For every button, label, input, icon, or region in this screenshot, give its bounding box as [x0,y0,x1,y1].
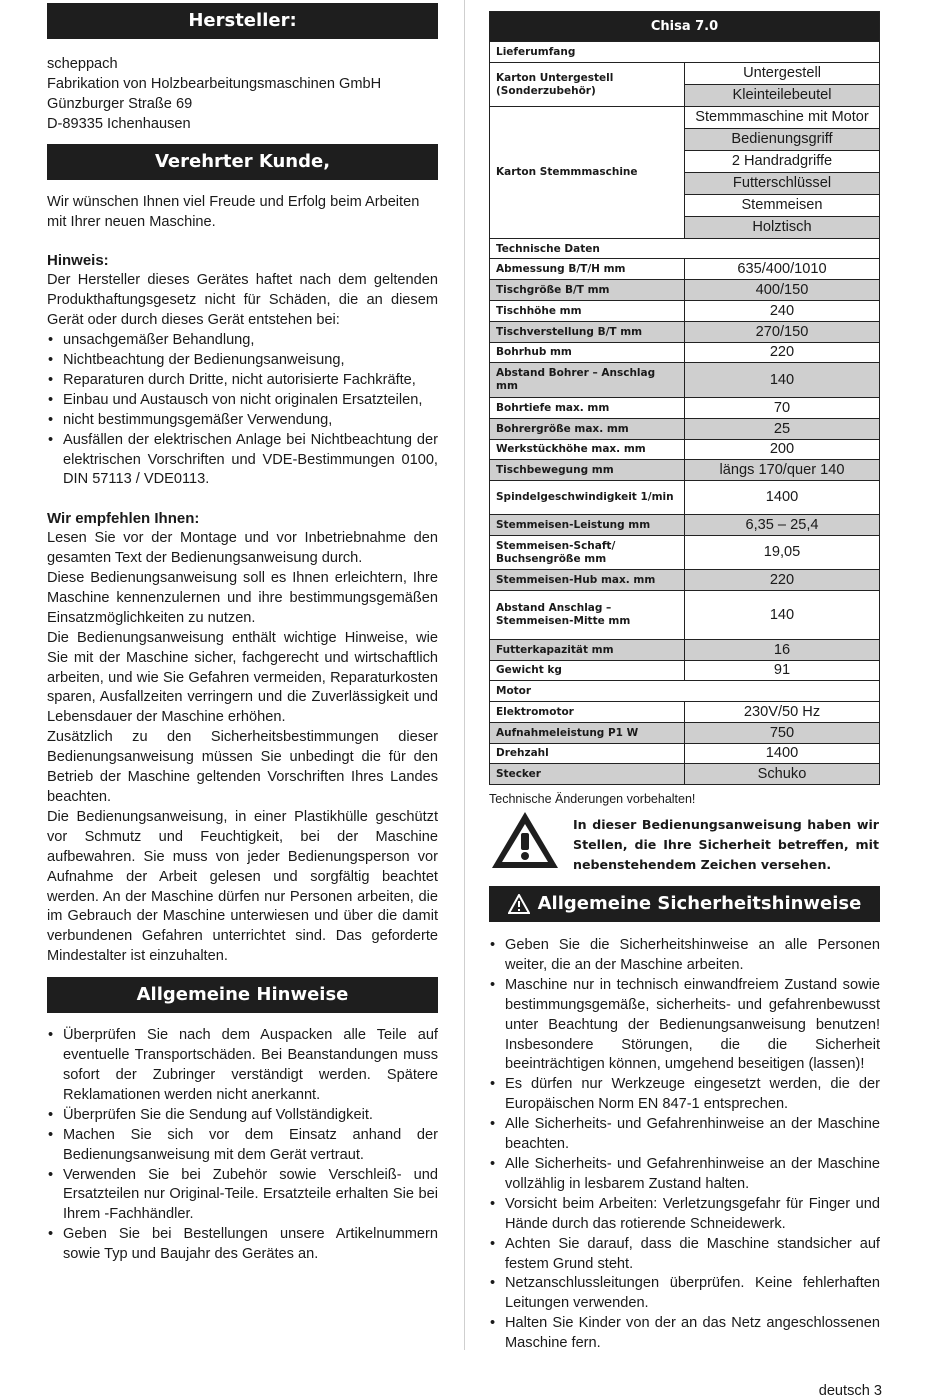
sicherheit-heading-text: Allgemeine Sicherheitshinweise [537,893,862,914]
table-row [490,661,880,681]
right-column [489,0,880,1354]
kunde-text: Wir wünschen Ihnen viel Freude und Erfolg beim Arbeiten mit Ihrer neuen Maschine. [47,193,420,230]
row-value: Schuko [685,764,880,785]
row-label: Elektromotor [490,702,685,723]
manufacturer-address [47,55,438,135]
row-value: Stemmmaschine mit Motor [685,107,880,129]
row-value: 230V/50 Hz [685,702,880,723]
table-row [490,107,880,129]
left-column [47,0,438,1265]
row-value: Futterschlüssel [685,173,880,195]
list-item: • Maschine nur in technisch einwandfreiem Zustand sowie bestimmungsgemäße, sicherheits- und gefahrenbewusst unter Beachtung der Bedienungsanweisung benutzen! Insbesondere Störungen, die die Sicherheit beeinträchtigen können, umgehend beseitigen (lassen)! [489,976,880,1076]
table-row [490,343,880,363]
hinweis-title: Hinweis: [47,252,109,270]
empfehlen-paragraph: Diese Bedienungsanweisung soll es Ihnen erleichtern, Ihre Maschine kennenzulernen und ihre bestimmungsgemäßen Einsatzmöglichkeiten zu nutzen. [47,570,438,626]
table-row [490,723,880,744]
table-row [490,322,880,343]
row-label: Stemmeisen-Hub max. mm [490,570,685,591]
list-item: • Ausfällen der elektrischen Anlage bei Nichtbeachtung der elektrischen Vorschriften und VDE-Bestimmungen 0100, DIN 57113 / VDE0113. [47,431,438,491]
row-label: Tischbewegung mm [490,460,685,481]
table-row [490,259,880,280]
row-label: Stemmeisen-Leistung mm [490,515,685,536]
table-row [490,702,880,723]
table-row [490,481,880,515]
row-value: 635/400/1010 [685,259,880,280]
list-item: • Machen Sie sich vor dem Einsatz anhand der Bedienungsanweisung mit dem Gerät vertraut. [47,1126,438,1166]
row-label: Stemmeisen-Schaft/ Buchsengröße mm [490,536,685,570]
row-label: Werkstückhöhe max. mm [490,440,685,460]
warning-icon [508,894,530,914]
row-value: 220 [685,343,880,363]
list-item: • Halten Sie Kinder von der an das Netz angeschlossenen Maschine fern. [489,1314,880,1354]
warning-notice [489,809,880,875]
row-label: Abmessung B/T/H mm [490,259,685,280]
row-label: Karton Untergestell (Sonderzubehör) [490,63,685,107]
section-label: Motor [490,681,880,702]
row-value: 1400 [685,744,880,764]
row-label: Tischverstellung B/T mm [490,322,685,343]
row-value: 91 [685,661,880,681]
row-label: Tischgröße B/T mm [490,280,685,301]
empfehlen-paragraph: Die Bedienungsanweisung, in einer Plastikhülle geschützt vor Schmutz und Feuchtigkeit, bei der Maschine aufbewahren. Sie muss von jeder Bedienungsperson vor Aufnahme der Arbeit gelesen und sorgfältig beachtet werden. An der Maschine dürfen nur Personen arbeiten, die im Gebrauch der Maschine unterwiesen und über die damit verbundenen Gefahren unterrichtet sind. Das geforderte Mindestalter ist einzuhalten. [47,808,438,965]
row-label: Abstand Bohrer – Anschlag mm [490,363,685,398]
row-value: 70 [685,398,880,419]
table-row [490,744,880,764]
table-row [490,515,880,536]
row-value: Stemmeisen [685,195,880,217]
table-title: Chisa 7.0 [490,12,880,42]
table-row [490,440,880,460]
table-row [490,239,880,259]
hinweis-list [47,331,438,490]
row-value: 750 [685,723,880,744]
column-divider [464,0,465,1350]
row-value: 25 [685,419,880,440]
row-label: Bohrergröße max. mm [490,419,685,440]
warning-triangle-icon [489,809,561,871]
table-row [490,419,880,440]
row-value: 6,35 – 25,4 [685,515,880,536]
sicherheit-heading [489,886,880,922]
page-footer: deutsch 3 [818,1383,882,1399]
section-label: Technische Daten [490,239,880,259]
spec-table [489,11,880,785]
row-value: 140 [685,591,880,640]
row-value: 16 [685,640,880,661]
tech-note: Technische Änderungen vorbehalten! [489,792,696,806]
row-value: 2 Handradgriffe [685,151,880,173]
list-item: • Vorsicht beim Arbeiten: Verletzungsgefahr für Finger und Hände durch das rotierende Schneidewerk. [489,1195,880,1235]
list-item: • Geben Sie bei Bestellungen unsere Artikelnummern sowie Typ und Baujahr des Gerätes an. [47,1225,438,1265]
table-row [490,640,880,661]
kunde-heading: Verehrter Kunde, [47,144,438,180]
row-value: 19,05 [685,536,880,570]
row-value: 240 [685,301,880,322]
row-value: 200 [685,440,880,460]
row-value: 270/150 [685,322,880,343]
row-label: Tischhöhe mm [490,301,685,322]
sicherheit-list [489,936,880,1354]
list-item: • Überprüfen Sie nach dem Auspacken alle Teile auf eventuelle Transportschäden. Bei Beanstandungen muss sofort der Zubringer verständigt werden. Spätere Reklamationen werden nicht anerkannt. [47,1026,438,1106]
list-item: • Nichtbeachtung der Bedienungsanweisung, [47,351,438,371]
list-item: • Einbau und Austausch von nicht originalen Ersatzteilen, [47,391,438,411]
table-title-row [490,12,880,42]
row-label: Futterkapazität mm [490,640,685,661]
table-row [490,681,880,702]
row-value: Kleinteilebeutel [685,85,880,107]
table-row [490,570,880,591]
allgemeine-hinweise-list [47,1026,438,1265]
table-row [490,42,880,63]
address-line: scheppach [47,56,118,72]
table-row [490,363,880,398]
list-item: • nicht bestimmungsgemäßer Verwendung, [47,411,438,431]
empfehlen-paragraph: Lesen Sie vor der Montage und vor Inbetriebnahme den gesamten Text der Bedienungsanweisung durch. [47,530,438,567]
warning-text: In dieser Bedienungsanweisung haben wir Stellen, die Ihre Sicherheit betreffen, mit nebenstehendem Zeichen versehen. [573,817,879,872]
table-row [490,63,880,85]
address-line: Fabrikation von Holzbearbeitungsmaschinen GmbH [47,75,382,92]
row-label: Karton Stemmmaschine [490,107,685,239]
list-item: • Alle Sicherheits- und Gefahrenhinweise an der Maschine beachten. [489,1115,880,1155]
address-line: Günzburger Straße 69 [47,95,193,112]
section-label: Lieferumfang [490,42,880,63]
list-item: • Alle Sicherheits- und Gefahrenhinweise an der Maschine vollzählig in lesbarem Zustand halten. [489,1155,880,1195]
row-value: 1400 [685,481,880,515]
list-item: • Netzanschlussleitungen überprüfen. Keine fehlerhaften Leitungen verwenden. [489,1274,880,1314]
list-item: • Es dürfen nur Werkzeuge eingesetzt werden, die der Europäischen Norm EN 847-1 entsprechen. [489,1075,880,1115]
row-value: 140 [685,363,880,398]
table-row [490,460,880,481]
table-row [490,591,880,640]
row-label: Gewicht kg [490,661,685,681]
list-item: • Verwenden Sie bei Zubehör sowie Verschleiß- und Ersatzteilen nur Original-Teile. Ersatzteile erhalten Sie bei Ihrem -Fachhändler. [47,1166,438,1226]
empfehlen-title: Wir empfehlen Ihnen: [47,510,200,528]
hersteller-heading: Hersteller: [47,3,438,39]
table-row [490,536,880,570]
table-row [490,398,880,419]
allgemeine-hinweise-heading: Allgemeine Hinweise [47,977,438,1013]
table-row [490,764,880,785]
list-item: • Überprüfen Sie die Sendung auf Vollständigkeit. [47,1106,438,1126]
row-label: Bohrtiefe max. mm [490,398,685,419]
row-value: 400/150 [685,280,880,301]
row-value: längs 170/quer 140 [685,460,880,481]
list-item: • unsachgemäßer Behandlung, [47,331,438,351]
row-value: Untergestell [685,63,880,85]
table-row [490,280,880,301]
row-value: Holztisch [685,217,880,239]
row-label: Stecker [490,764,685,785]
row-label: Aufnahmeleistung P1 W [490,723,685,744]
list-item: • Geben Sie die Sicherheitshinweise an alle Personen weiter, die an der Maschine arbeiten. [489,936,880,976]
row-label: Drehzahl [490,744,685,764]
table-row [490,301,880,322]
row-value: Bedienungsgriff [685,129,880,151]
list-item: • Achten Sie darauf, dass die Maschine standsicher auf festem Grund steht. [489,1235,880,1275]
row-value: 220 [685,570,880,591]
hinweis-text: Der Hersteller dieses Gerätes haftet nach dem geltenden Produkthaftungsgesetz nicht für Schäden, die an diesem Gerät oder durch dieses Gerät entstehen bei: [47,272,438,329]
row-label: Spindelgeschwindigkeit 1/min [490,481,685,515]
empfehlen-paragraph: Die Bedienungsanweisung enthält wichtige Hinweise, wie Sie mit der Maschine sicher, fachgerecht und wirtschaftlich arbeiten, und wie Sie Gefahren vermeiden, Reparaturkosten sparen, Ausfallzeiten verringern und die Zuverlässigkeit und Lebensdauer der Maschine erhöhen. [47,629,438,726]
row-label: Abstand Anschlag – Stemmeisen-Mitte mm [490,591,685,640]
list-item: • Reparaturen durch Dritte, nicht autorisierte Fachkräfte, [47,371,438,391]
row-label: Bohrhub mm [490,343,685,363]
address-line: D-89335 Ichenhausen [47,115,191,132]
empfehlen-paragraph: Zusätzlich zu den Sicherheitsbestimmungen dieser Bedienungsanweisung müssen Sie unbedingt die für den Betrieb der Maschine geltenden Vorschriften Ihres Landes beachten. [47,729,438,805]
